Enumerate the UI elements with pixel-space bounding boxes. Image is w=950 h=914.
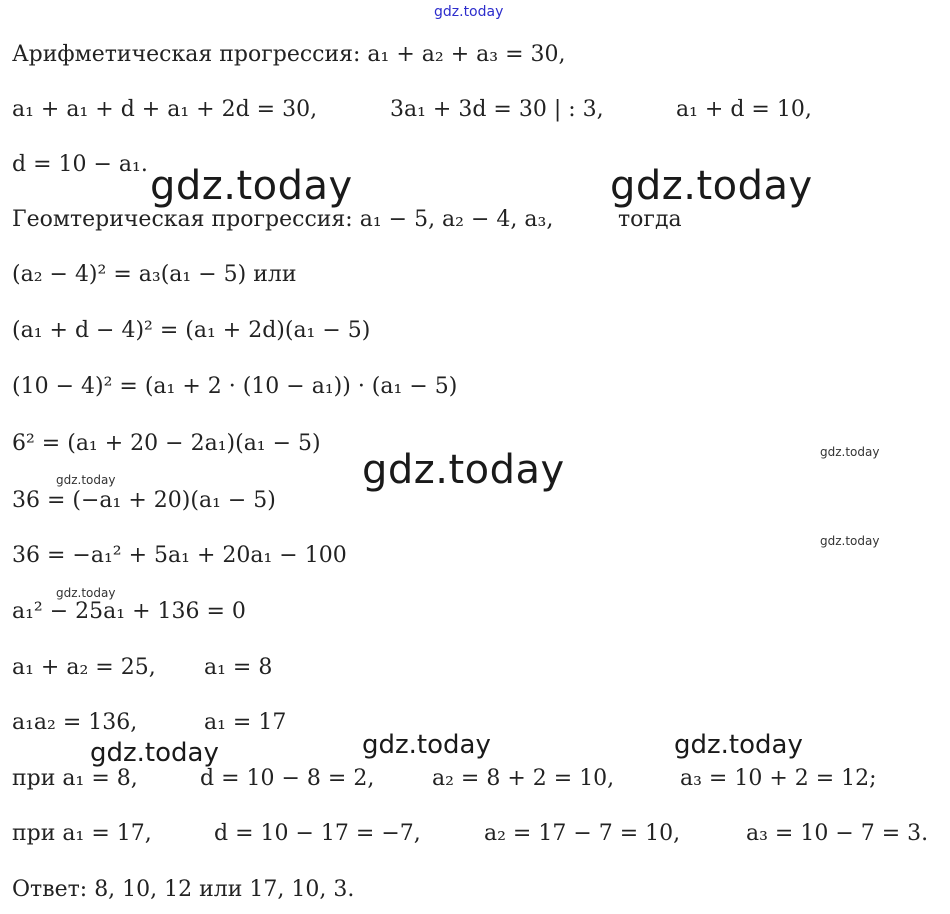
equation-line: 6² = (a₁ + 20 − 2a₁)(a₁ − 5): [12, 431, 321, 456]
equation-line: a₂ = 8 + 2 = 10,: [432, 766, 615, 791]
equation-line: 36 = (−a₁ + 20)(a₁ − 5): [12, 488, 276, 513]
equation-line: a₁ = 17: [204, 710, 287, 735]
watermark-top: gdz.today: [434, 4, 504, 20]
equation-line: d = 10 − 17 = −7,: [214, 821, 421, 846]
equation-line: 3a₁ + 3d = 30 | : 3,: [390, 97, 604, 122]
equation-line: при a₁ = 17,: [12, 821, 152, 846]
equation-line: a₁ + a₁ + d + a₁ + 2d = 30,: [12, 97, 318, 122]
equation-line: (a₁ + d − 4)² = (a₁ + 2d)(a₁ − 5): [12, 318, 371, 343]
equation-line: тогда: [618, 207, 682, 232]
equation-line: d = 10 − 8 = 2,: [200, 766, 375, 791]
equation-line: 36 = −a₁² + 5a₁ + 20a₁ − 100: [12, 543, 347, 568]
watermark-small: gdz.today: [820, 534, 880, 548]
equation-line: a₃ = 10 + 2 = 12;: [680, 766, 877, 791]
equation-line: a₁a₂ = 136,: [12, 710, 138, 735]
watermark-small: gdz.today: [56, 473, 116, 487]
watermark-mid: gdz.today: [362, 730, 491, 760]
watermark-small: gdz.today: [56, 586, 116, 600]
geometric-progression-line: Геомтерическая прогрессия: a₁ − 5, a₂ − 4, a₃,: [12, 207, 554, 232]
equation-line: (10 − 4)² = (a₁ + 2 · (10 − a₁)) · (a₁ − 5): [12, 374, 458, 399]
equation-line: a₁ + a₂ = 25,: [12, 655, 156, 680]
equation-line: d = 10 − a₁.: [12, 152, 148, 177]
equation-line: a₁ = 8: [204, 655, 273, 680]
arithmetic-progression-line: Арифметическая прогрессия: a₁ + a₂ + a₃ = 30,: [12, 42, 566, 67]
watermark-big: gdz.today: [610, 163, 813, 209]
equation-line: a₂ = 17 − 7 = 10,: [484, 821, 681, 846]
watermark-mid: gdz.today: [90, 738, 219, 768]
answer-line: Ответ: 8, 10, 12 или 17, 10, 3.: [12, 877, 355, 902]
watermark-small: gdz.today: [820, 445, 880, 459]
equation-line: a₁ + d = 10,: [676, 97, 812, 122]
watermark-mid: gdz.today: [674, 730, 803, 760]
equation-line: (a₂ − 4)² = a₃(a₁ − 5) или: [12, 262, 297, 287]
equation-line: a₁² − 25a₁ + 136 = 0: [12, 599, 246, 624]
watermark-big: gdz.today: [150, 163, 353, 209]
equation-line: при a₁ = 8,: [12, 766, 138, 791]
watermark-big: gdz.today: [362, 447, 565, 493]
equation-line: a₃ = 10 − 7 = 3.: [746, 821, 929, 846]
